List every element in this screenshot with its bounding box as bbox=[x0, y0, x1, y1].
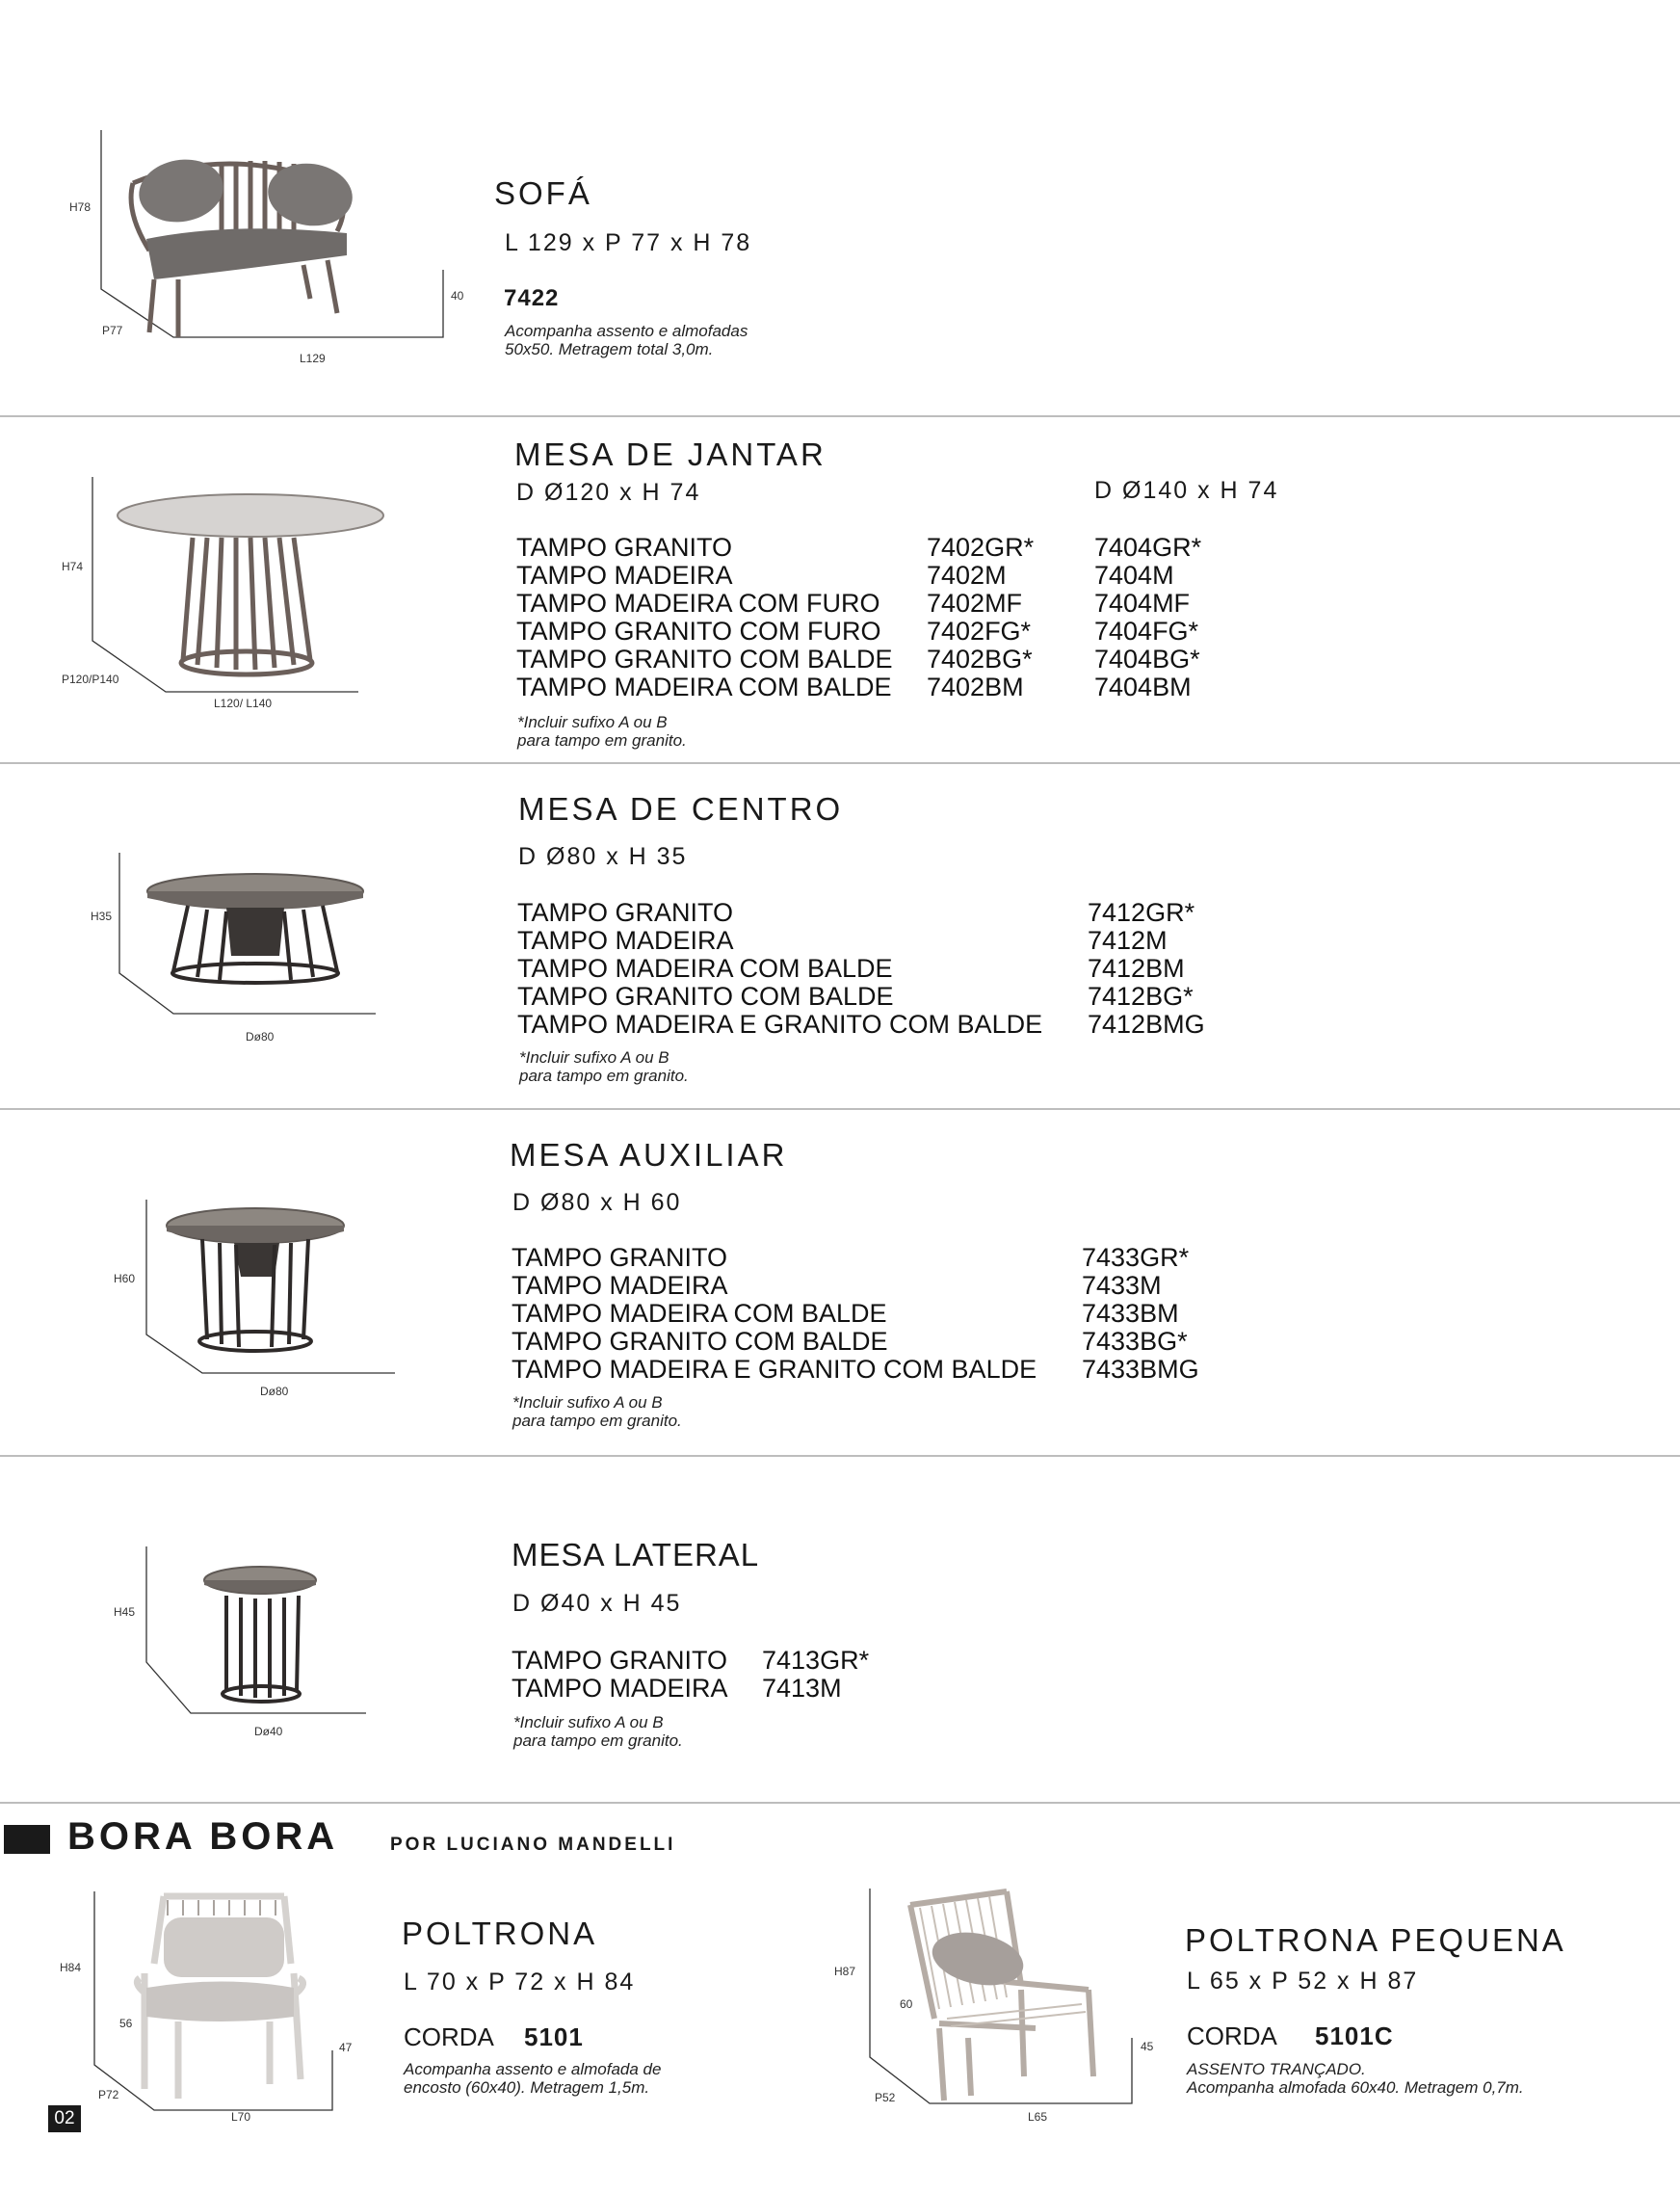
row-code: 7412M bbox=[1088, 926, 1168, 955]
row-code-140: 7404MF bbox=[1094, 589, 1191, 618]
table-row bbox=[512, 1300, 1199, 1328]
sofa-depth-label: P77 bbox=[102, 324, 123, 337]
row-code: 7413GR* bbox=[762, 1646, 870, 1675]
separator bbox=[0, 762, 1680, 764]
row-code: 7433BG* bbox=[1082, 1327, 1188, 1356]
mesa-jantar-note: *Incluir sufixo A ou B para tampo em granito. bbox=[517, 713, 687, 750]
row-code-140: 7404M bbox=[1094, 561, 1174, 590]
row-code: 7413M bbox=[762, 1674, 842, 1703]
poltrona-pequena-height-label: H87 bbox=[834, 1965, 856, 1978]
table-row bbox=[517, 1011, 1205, 1039]
row-code: 7433GR* bbox=[1082, 1243, 1190, 1272]
mesa-jantar-table bbox=[516, 534, 1201, 701]
mesa-auxiliar-height-label: H60 bbox=[114, 1272, 136, 1285]
table-row bbox=[512, 1272, 1199, 1300]
table-row bbox=[517, 899, 1205, 927]
sofa-title: SOFÁ bbox=[494, 175, 592, 211]
poltrona-height-label: H84 bbox=[60, 1961, 82, 1974]
row-label: TAMPO MADEIRA bbox=[516, 561, 733, 590]
mesa-lateral-note: *Incluir sufixo A ou B para tampo em granito. bbox=[513, 1713, 683, 1750]
table-row bbox=[516, 562, 1201, 590]
row-code: 7412BMG bbox=[1088, 1010, 1205, 1039]
table-row bbox=[516, 618, 1201, 646]
row-label: TAMPO GRANITO COM BALDE bbox=[517, 982, 894, 1011]
mesa-centro-table bbox=[517, 899, 1205, 1039]
separator bbox=[0, 1455, 1680, 1457]
mesa-centro-image bbox=[106, 848, 385, 1021]
table-row bbox=[512, 1647, 869, 1675]
mesa-jantar-dimensions-140: D Ø140 x H 74 bbox=[1094, 477, 1279, 504]
row-label: TAMPO GRANITO COM FURO bbox=[516, 617, 881, 646]
mesa-jantar-height-label: H74 bbox=[62, 560, 84, 573]
row-code-120: 7402BG* bbox=[927, 645, 1033, 674]
mesa-centro-diameter-label: Dø80 bbox=[246, 1030, 275, 1044]
poltrona-code: 5101 bbox=[524, 2022, 584, 2051]
row-code-120: 7402BM bbox=[927, 673, 1024, 701]
row-code-140: 7404GR* bbox=[1094, 533, 1202, 562]
row-label: TAMPO MADEIRA COM BALDE bbox=[517, 954, 893, 983]
row-label: TAMPO MADEIRA E GRANITO COM BALDE bbox=[512, 1355, 1037, 1384]
poltrona-dimensions: L 70 x P 72 x H 84 bbox=[404, 1968, 636, 1995]
table-row bbox=[517, 955, 1205, 983]
poltrona-image bbox=[87, 1887, 337, 2118]
mesa-lateral-dimensions: D Ø40 x H 45 bbox=[512, 1590, 682, 1617]
row-label: TAMPO GRANITO COM BALDE bbox=[516, 645, 893, 674]
row-label: TAMPO MADEIRA bbox=[512, 1271, 728, 1300]
row-label: TAMPO GRANITO bbox=[517, 898, 734, 927]
mesa-auxiliar-title: MESA AUXILIAR bbox=[510, 1137, 788, 1173]
mesa-lateral-image bbox=[135, 1542, 376, 1720]
row-code-140: 7404BM bbox=[1094, 673, 1192, 701]
sofa-code: 7422 bbox=[504, 285, 560, 311]
poltrona-pequena-depth-label: P52 bbox=[875, 2091, 896, 2104]
table-row bbox=[516, 646, 1201, 674]
collection-marker bbox=[4, 1825, 50, 1854]
mesa-jantar-title: MESA DE JANTAR bbox=[514, 436, 827, 472]
poltrona-length-label: L70 bbox=[231, 2110, 251, 2124]
poltrona-pequena-code: 5101C bbox=[1315, 2021, 1394, 2050]
row-label: TAMPO MADEIRA bbox=[517, 926, 734, 955]
row-code: 7433M bbox=[1082, 1271, 1162, 1300]
mesa-centro-dimensions: D Ø80 x H 35 bbox=[518, 843, 688, 870]
mesa-centro-height-label: H35 bbox=[91, 910, 113, 923]
poltrona-material: CORDA bbox=[404, 2022, 494, 2051]
table-row bbox=[512, 1244, 1199, 1272]
poltrona-pequena-seat-label: 60 bbox=[900, 1997, 913, 2011]
row-code-120: 7402FG* bbox=[927, 617, 1032, 646]
row-label: TAMPO GRANITO bbox=[512, 1646, 728, 1675]
sofa-seat-label: 40 bbox=[451, 289, 464, 303]
mesa-auxiliar-image bbox=[135, 1195, 405, 1378]
row-code: 7412GR* bbox=[1088, 898, 1195, 927]
mesa-auxiliar-note: *Incluir sufixo A ou B para tampo em granito. bbox=[512, 1393, 682, 1430]
table-row bbox=[512, 1356, 1199, 1384]
mesa-jantar-depth-label: P120/P140 bbox=[62, 673, 119, 686]
row-code-120: 7402M bbox=[927, 561, 1007, 590]
poltrona-title: POLTRONA bbox=[402, 1916, 598, 1951]
poltrona-pequena-arm-label: 45 bbox=[1141, 2040, 1154, 2053]
row-label: TAMPO GRANITO bbox=[516, 533, 733, 562]
collection-designer: POR LUCIANO MANDELLI bbox=[390, 1835, 676, 1855]
row-code-140: 7404BG* bbox=[1094, 645, 1200, 674]
poltrona-seat-label: 56 bbox=[119, 2017, 133, 2030]
sofa-image bbox=[58, 125, 482, 376]
poltrona-note: Acompanha assento e almofada de encosto (60x40). Metragem 1,5m. bbox=[404, 2060, 662, 2097]
mesa-centro-note: *Incluir sufixo A ou B para tampo em granito. bbox=[519, 1048, 689, 1085]
row-label: TAMPO MADEIRA bbox=[512, 1674, 728, 1703]
mesa-auxiliar-table bbox=[512, 1244, 1199, 1384]
table-row bbox=[517, 927, 1205, 955]
row-label: TAMPO GRANITO bbox=[512, 1243, 728, 1272]
sofa-height-label: H78 bbox=[69, 200, 92, 214]
mesa-lateral-diameter-label: Dø40 bbox=[254, 1725, 283, 1738]
mesa-lateral-table bbox=[512, 1647, 869, 1703]
row-code: 7412BG* bbox=[1088, 982, 1194, 1011]
table-row bbox=[516, 534, 1201, 562]
row-label: TAMPO MADEIRA E GRANITO COM BALDE bbox=[517, 1010, 1043, 1039]
sofa-note: Acompanha assento e almofadas 50x50. Metragem total 3,0m. bbox=[505, 322, 748, 358]
mesa-jantar-image bbox=[58, 472, 376, 703]
mesa-auxiliar-diameter-label: Dø80 bbox=[260, 1385, 289, 1398]
row-label: TAMPO GRANITO COM BALDE bbox=[512, 1327, 888, 1356]
table-row bbox=[516, 674, 1201, 701]
row-code-120: 7402GR* bbox=[927, 533, 1035, 562]
separator bbox=[0, 415, 1680, 417]
mesa-jantar-dimensions-120: D Ø120 x H 74 bbox=[516, 479, 701, 506]
row-code: 7412BM bbox=[1088, 954, 1185, 983]
mesa-auxiliar-dimensions: D Ø80 x H 60 bbox=[512, 1189, 682, 1216]
mesa-lateral-height-label: H45 bbox=[114, 1605, 136, 1619]
poltrona-pequena-length-label: L65 bbox=[1028, 2110, 1048, 2124]
collection-name: BORA BORA bbox=[67, 1815, 339, 1858]
table-row bbox=[516, 590, 1201, 618]
table-row bbox=[512, 1328, 1199, 1356]
mesa-jantar-length-label: L120/ L140 bbox=[214, 697, 273, 710]
row-label: TAMPO MADEIRA COM BALDE bbox=[516, 673, 892, 701]
row-code: 7433BMG bbox=[1082, 1355, 1199, 1384]
row-label: TAMPO MADEIRA COM BALDE bbox=[512, 1299, 887, 1328]
row-label: TAMPO MADEIRA COM FURO bbox=[516, 589, 880, 618]
row-code: 7433BM bbox=[1082, 1299, 1179, 1328]
separator bbox=[0, 1802, 1680, 1804]
table-row bbox=[517, 983, 1205, 1011]
row-code-140: 7404FG* bbox=[1094, 617, 1199, 646]
mesa-centro-title: MESA DE CENTRO bbox=[518, 791, 844, 827]
poltrona-arm-label: 47 bbox=[339, 2041, 353, 2054]
table-row bbox=[512, 1675, 869, 1703]
sofa-dimensions: L 129 x P 77 x H 78 bbox=[505, 229, 752, 256]
separator bbox=[0, 1108, 1680, 1110]
page-number: 02 bbox=[48, 2105, 81, 2132]
poltrona-pequena-note: ASSENTO TRANÇADO. Acompanha almofada 60x40. Metragem 0,7m. bbox=[1187, 2060, 1524, 2097]
poltrona-pequena-title: POLTRONA PEQUENA bbox=[1185, 1922, 1566, 1958]
poltrona-pequena-material: CORDA bbox=[1187, 2021, 1277, 2050]
sofa-length-label: L129 bbox=[300, 352, 326, 365]
mesa-lateral-title: MESA LATERAL bbox=[512, 1537, 760, 1572]
poltrona-pequena-dimensions: L 65 x P 52 x H 87 bbox=[1187, 1968, 1419, 1995]
row-code-120: 7402MF bbox=[927, 589, 1023, 618]
poltrona-depth-label: P72 bbox=[98, 2088, 119, 2101]
